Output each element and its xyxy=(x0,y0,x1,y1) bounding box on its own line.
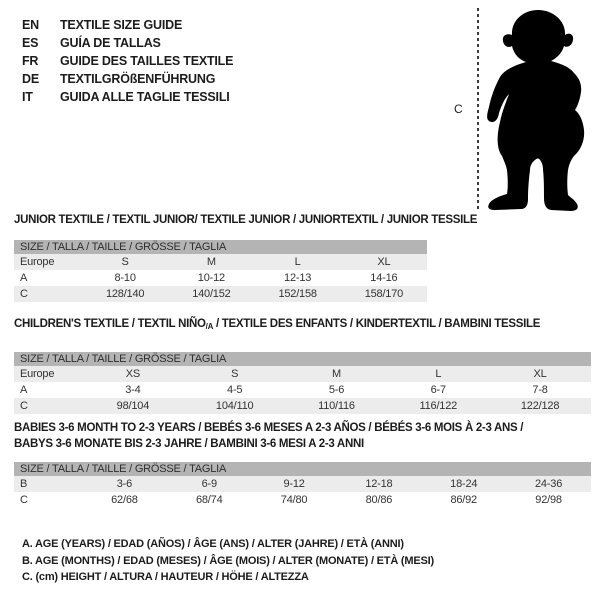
section-title xyxy=(14,420,591,452)
size-cell: 62/68 xyxy=(111,494,138,506)
row-label: C xyxy=(20,288,28,300)
size-cell: 152/158 xyxy=(278,288,317,300)
height-dotted-line xyxy=(477,8,479,210)
size-cell: L xyxy=(294,256,301,268)
size-cell: M xyxy=(206,256,216,268)
section-title xyxy=(14,317,591,334)
size-cell: M xyxy=(332,368,341,380)
language-code: ES xyxy=(22,36,39,50)
row-label: A xyxy=(20,272,28,284)
size-cell: 8-10 xyxy=(114,272,136,284)
row-label: Europe xyxy=(20,368,55,380)
row-label: C xyxy=(20,400,28,412)
language-row xyxy=(22,88,233,106)
size-cell: 12-18 xyxy=(365,478,393,490)
section-title-line1: BABIES 3-6 MONTH TO 2-3 YEARS / BEBÉS 3-6 MESES A 2-3 AÑOS / BÉBÉS 3-6 MOIS À 2-3 ANS / xyxy=(14,422,524,434)
section-title-main: CHILDREN'S TEXTILE / TEXTIL NIÑO xyxy=(14,318,206,330)
size-cell: 140/152 xyxy=(192,288,231,300)
table-row xyxy=(14,398,591,414)
height-measure-label: C xyxy=(454,102,463,116)
size-cell: XL xyxy=(377,256,391,268)
size-cell: 5-6 xyxy=(328,384,345,396)
size-cell: 86/92 xyxy=(450,494,477,506)
size-cell: 14-16 xyxy=(370,272,398,284)
size-cell: XL xyxy=(533,368,547,380)
language-row xyxy=(22,34,233,52)
size-cell: 12-13 xyxy=(284,272,312,284)
language-code: DE xyxy=(22,72,39,86)
language-code: EN xyxy=(22,18,39,32)
section-title-rest: / TEXTILE DES ENFANTS / KINDERTEXTIL / BAMBINI TESSILE xyxy=(213,318,541,330)
footnote-b: B. AGE (MONTHS) / EDAD (MESES) / ÂGE (MOIS) / ALTER (MONATE) / ETÀ (MESI) xyxy=(22,554,434,567)
table-row xyxy=(14,382,591,398)
row-label: Europe xyxy=(20,256,55,268)
footnote-c: C. (cm) HEIGHT / ALTURA / HAUTEUR / HÖHE / ALTEZZA xyxy=(22,571,309,583)
size-cell: 80/86 xyxy=(365,494,393,506)
size-cell: 18-24 xyxy=(450,478,478,490)
row-label: A xyxy=(20,384,28,396)
row-label: C xyxy=(20,494,28,506)
size-cell: 10-12 xyxy=(197,272,225,284)
children-size-table xyxy=(14,352,591,414)
table-row xyxy=(14,366,591,382)
footnotes xyxy=(22,536,434,586)
language-label: GUIDE DES TAILLES TEXTILE xyxy=(60,54,234,68)
size-cell: 104/110 xyxy=(215,400,254,412)
table-row xyxy=(14,254,427,270)
language-label: GUIDA ALLE TAGLIE TESSILI xyxy=(60,90,230,104)
table-row xyxy=(14,286,427,302)
size-cell: 110/116 xyxy=(318,400,355,412)
language-code: FR xyxy=(22,54,39,68)
section-title-subscript: /A xyxy=(205,322,214,331)
size-cell: 3-6 xyxy=(116,478,133,490)
size-cell: 4-5 xyxy=(227,384,243,396)
size-cell: L xyxy=(435,368,442,380)
size-cell: 98/104 xyxy=(116,400,150,412)
baby-silhouette-icon xyxy=(485,2,595,214)
size-cell: 92/98 xyxy=(535,494,562,506)
table-row xyxy=(14,270,427,286)
table-row xyxy=(14,492,591,508)
size-cell: 158/170 xyxy=(364,288,404,300)
size-header-bar: SIZE / TALLA / TAILLE / GRÖSSE / TAGLIA xyxy=(14,240,427,254)
babies-size-table xyxy=(14,462,591,508)
size-cell: 128/140 xyxy=(105,288,145,300)
size-cell: S xyxy=(231,368,239,380)
language-label: GUÍA DE TALLAS xyxy=(60,36,161,50)
language-label: TEXTILGRÖßENFÜHRUNG xyxy=(60,72,216,86)
size-cell: 6-9 xyxy=(201,478,217,490)
section-babies-textile xyxy=(14,420,591,508)
size-cell: 6-7 xyxy=(430,384,446,396)
section-junior-textile xyxy=(14,213,478,302)
section-childrens-textile xyxy=(14,317,591,414)
size-cell: 24-36 xyxy=(534,478,563,490)
language-code: IT xyxy=(22,90,33,104)
size-cell: 7-8 xyxy=(532,384,548,396)
height-measure-figure xyxy=(448,0,600,215)
row-label: B xyxy=(20,478,28,490)
table-row xyxy=(14,476,591,492)
size-header-bar: SIZE / TALLA / TAILLE / GRÖSSE / TAGLIA xyxy=(14,352,591,366)
size-cell: 9-12 xyxy=(283,478,305,490)
size-header-bar: SIZE / TALLA / TAILLE / GRÖSSE / TAGLIA xyxy=(14,462,591,476)
language-row xyxy=(22,16,233,34)
size-cell: XS xyxy=(125,368,141,380)
section-title-line2: BABYS 3-6 MONATE BIS 2-3 JAHRE / BAMBINI 3-6 MESI A 2-3 ANNI xyxy=(14,438,364,450)
junior-size-table xyxy=(14,240,427,302)
language-row xyxy=(22,52,233,70)
language-row xyxy=(22,70,233,88)
size-cell: 74/80 xyxy=(280,494,308,506)
size-cell: 3-4 xyxy=(125,384,141,396)
section-title: JUNIOR TEXTILE / TEXTIL JUNIOR/ TEXTILE JUNIOR / JUNIORTEXTIL / JUNIOR TESSILE xyxy=(14,214,478,226)
language-label: TEXTILE SIZE GUIDE xyxy=(60,18,183,32)
size-cell: S xyxy=(121,256,129,268)
size-cell: 122/128 xyxy=(520,400,560,412)
size-cell: 116/122 xyxy=(419,400,458,412)
size-cell: 68/74 xyxy=(195,494,223,506)
language-list xyxy=(22,16,233,106)
footnote-a: A. AGE (YEARS) / EDAD (AÑOS) / ÂGE (ANS) / ALTER (JAHRE) / ETÀ (ANNI) xyxy=(22,538,404,550)
